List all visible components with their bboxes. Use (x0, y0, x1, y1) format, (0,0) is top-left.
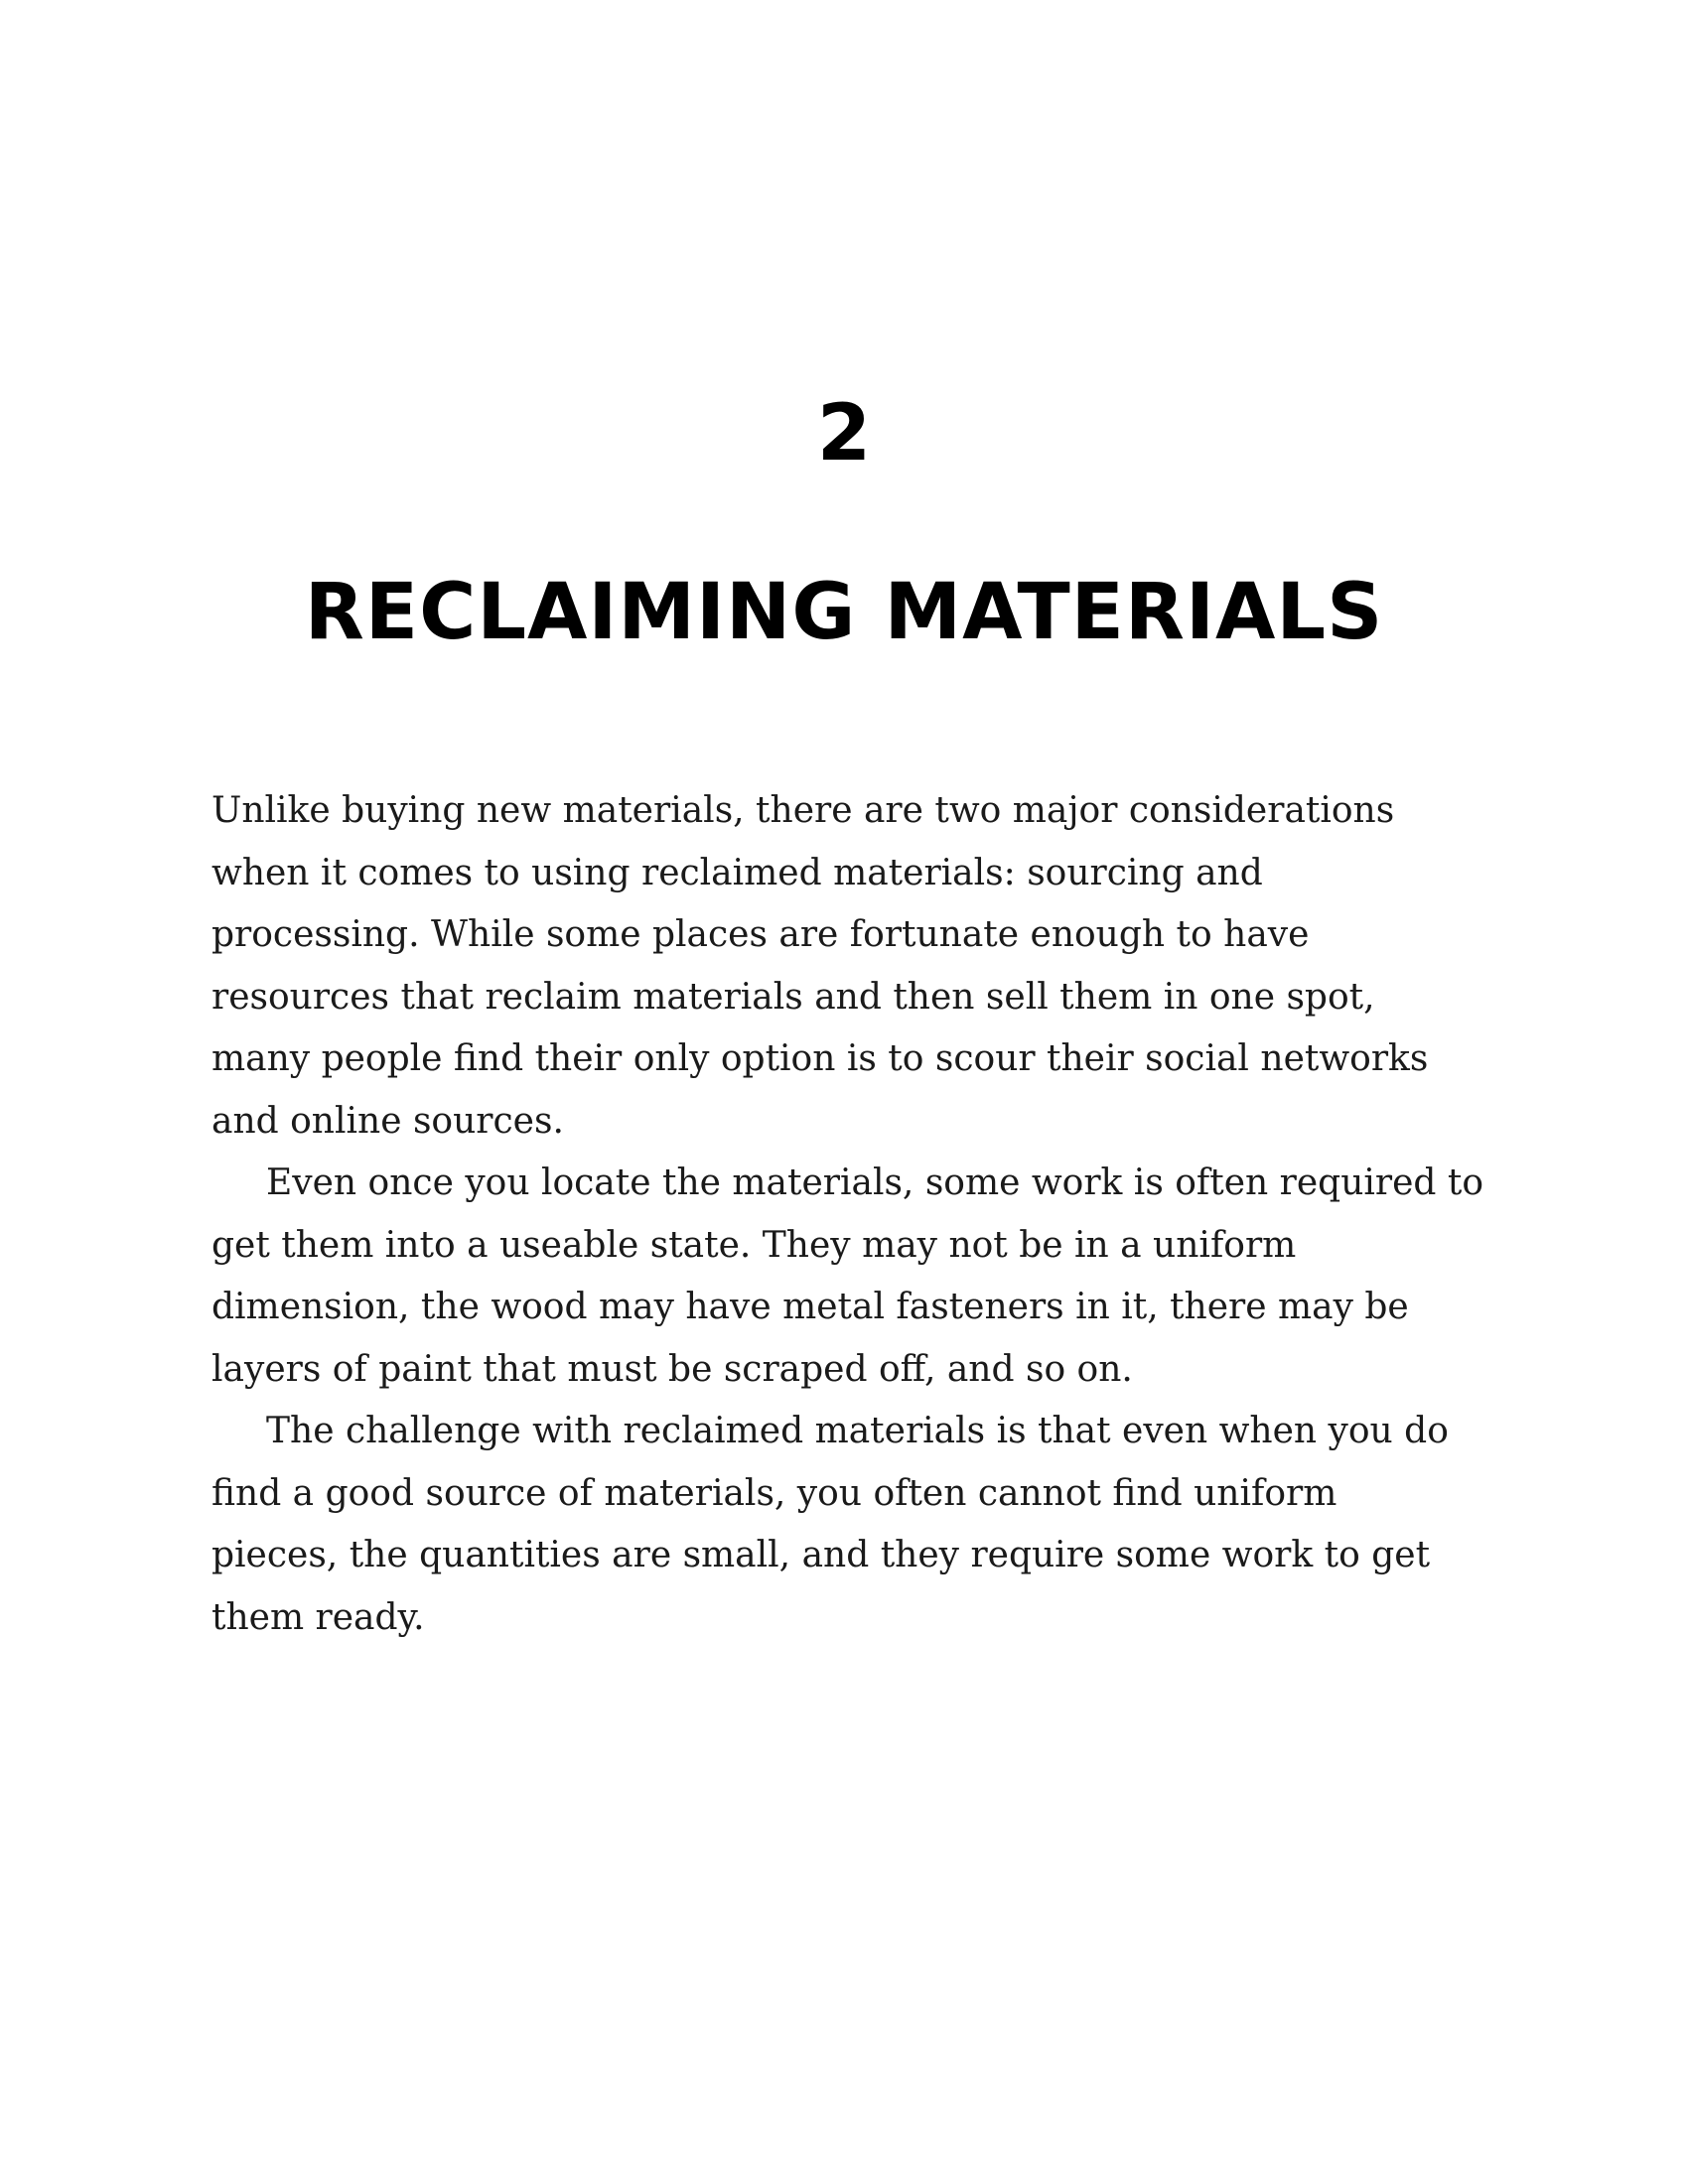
paragraph-line: processing. While some places are fortunate enough to have (211, 914, 1310, 955)
paragraph-2 (211, 1153, 1502, 1401)
chapter-number: 2 (816, 389, 872, 478)
paragraph-line: Even once you locate the materials, some work is often required to (266, 1162, 1484, 1203)
chapter-title: RECLAIMING MATERIALS (304, 568, 1384, 657)
paragraph-line: The challenge with reclaimed materials is that even when you do (266, 1411, 1449, 1451)
paragraph-line: Unlike buying new materials, there are two major considerations (211, 790, 1395, 831)
paragraph-line: find a good source of materials, you often cannot find uniform (211, 1472, 1337, 1514)
paragraph-line: pieces, the quantities are small, and they require some work to get (211, 1535, 1431, 1575)
chapter-body (211, 780, 1502, 1649)
paragraph-line: many people find their only option is to scour their social networks (211, 1038, 1429, 1079)
paragraph-line: get them into a useable state. They may not be in a uniform (211, 1224, 1297, 1266)
paragraph-line: dimension, the wood may have metal fasteners in it, there may be (211, 1287, 1409, 1327)
paragraph-line: them ready. (211, 1596, 425, 1638)
paragraph-line: when it comes to using reclaimed materials: sourcing and (211, 852, 1263, 893)
paragraph-line: layers of paint that must be scraped off, and so on. (211, 1348, 1133, 1390)
paragraph-3 (211, 1401, 1502, 1649)
paragraph-line: and online sources. (211, 1100, 564, 1142)
paragraph-line: resources that reclaim materials and then sell them in one spot, (211, 976, 1375, 1018)
paragraph-1 (211, 780, 1502, 1153)
